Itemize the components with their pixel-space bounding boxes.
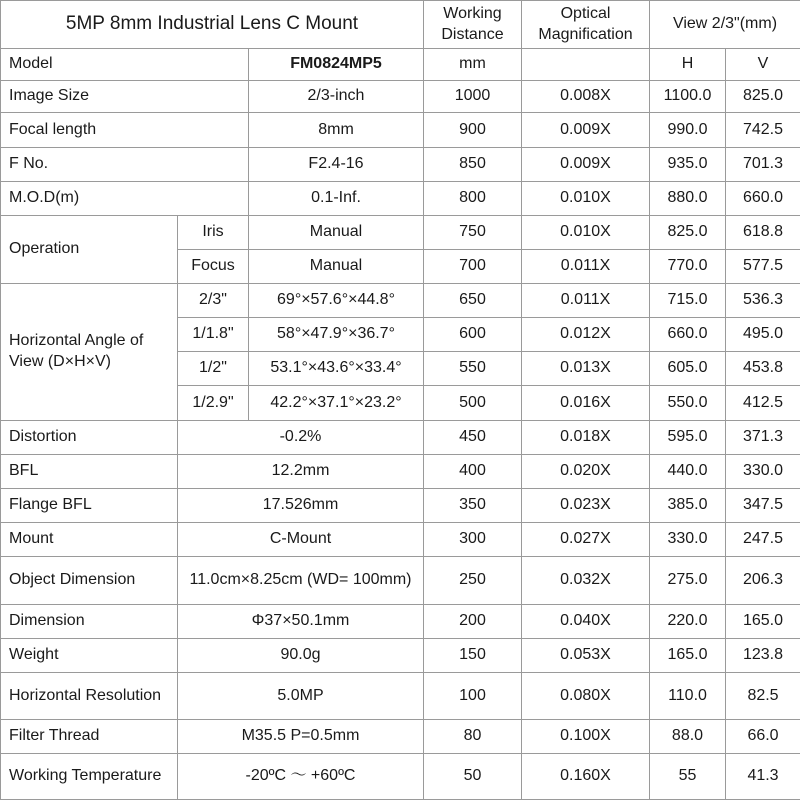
spec-label: Object Dimension bbox=[1, 557, 178, 605]
table-row bbox=[1, 81, 800, 113]
h-cell: 935.0 bbox=[650, 147, 726, 181]
h-cell: 550.0 bbox=[650, 386, 726, 420]
v-header: V bbox=[726, 49, 800, 81]
v-cell: 536.3 bbox=[726, 284, 800, 318]
v-cell: 577.5 bbox=[726, 249, 800, 283]
spec-value: 17.526mm bbox=[178, 488, 424, 522]
v-cell: 165.0 bbox=[726, 605, 800, 639]
table-row bbox=[1, 420, 800, 454]
h-cell: 88.0 bbox=[650, 719, 726, 753]
mag-cell: 0.012X bbox=[522, 318, 650, 352]
h-cell: 825.0 bbox=[650, 215, 726, 249]
wd-cell: 700 bbox=[424, 249, 522, 283]
mag-cell: 0.023X bbox=[522, 488, 650, 522]
sub-label: 1/2" bbox=[178, 352, 249, 386]
mag-cell: 0.027X bbox=[522, 522, 650, 556]
empty-cell bbox=[522, 49, 650, 81]
spec-value: Manual bbox=[249, 249, 424, 283]
wd-cell: 800 bbox=[424, 181, 522, 215]
h-cell: 165.0 bbox=[650, 639, 726, 673]
table-row bbox=[1, 215, 800, 249]
h-cell: 595.0 bbox=[650, 420, 726, 454]
table-row bbox=[1, 454, 800, 488]
wd-cell: 550 bbox=[424, 352, 522, 386]
spec-value: 58°×47.9°×36.7° bbox=[249, 318, 424, 352]
spec-value: 90.0g bbox=[178, 639, 424, 673]
v-cell: 701.3 bbox=[726, 147, 800, 181]
v-cell: 41.3 bbox=[726, 753, 800, 799]
table-row bbox=[1, 605, 800, 639]
v-cell: 82.5 bbox=[726, 673, 800, 719]
mag-cell: 0.053X bbox=[522, 639, 650, 673]
mag-cell: 0.011X bbox=[522, 249, 650, 283]
mag-cell: 0.080X bbox=[522, 673, 650, 719]
spec-value: 8mm bbox=[249, 113, 424, 147]
table-row bbox=[1, 488, 800, 522]
h-cell: 990.0 bbox=[650, 113, 726, 147]
h-cell: 440.0 bbox=[650, 454, 726, 488]
table-row bbox=[1, 147, 800, 181]
mag-cell: 0.032X bbox=[522, 557, 650, 605]
spec-value: 0.1-Inf. bbox=[249, 181, 424, 215]
h-cell: 880.0 bbox=[650, 181, 726, 215]
wd-cell: 1000 bbox=[424, 81, 522, 113]
wd-cell: 650 bbox=[424, 284, 522, 318]
v-cell: 371.3 bbox=[726, 420, 800, 454]
spec-value: F2.4-16 bbox=[249, 147, 424, 181]
mag-cell: 0.010X bbox=[522, 215, 650, 249]
spec-label: Flange BFL bbox=[1, 488, 178, 522]
h-cell: 330.0 bbox=[650, 522, 726, 556]
mag-cell: 0.100X bbox=[522, 719, 650, 753]
wd-cell: 150 bbox=[424, 639, 522, 673]
spec-label: Operation bbox=[1, 215, 178, 283]
mag-cell: 0.009X bbox=[522, 147, 650, 181]
wd-cell: 850 bbox=[424, 147, 522, 181]
table-row bbox=[1, 673, 800, 719]
v-cell: 247.5 bbox=[726, 522, 800, 556]
spec-value: Φ37×50.1mm bbox=[178, 605, 424, 639]
wd-cell: 900 bbox=[424, 113, 522, 147]
view-header: View 2/3"(mm) bbox=[650, 1, 800, 49]
table-row bbox=[1, 181, 800, 215]
wd-cell: 250 bbox=[424, 557, 522, 605]
v-cell: 660.0 bbox=[726, 181, 800, 215]
spec-label: F No. bbox=[1, 147, 249, 181]
h-cell: 605.0 bbox=[650, 352, 726, 386]
wd-cell: 200 bbox=[424, 605, 522, 639]
mag-cell: 0.040X bbox=[522, 605, 650, 639]
spec-label: Focal length bbox=[1, 113, 249, 147]
table-row bbox=[1, 113, 800, 147]
v-cell: 412.5 bbox=[726, 386, 800, 420]
spec-value: Manual bbox=[249, 215, 424, 249]
header-row bbox=[1, 1, 800, 49]
v-cell: 206.3 bbox=[726, 557, 800, 605]
sub-label: 1/2.9" bbox=[178, 386, 249, 420]
spec-value: 11.0cm×8.25cm (WD= 100mm) bbox=[178, 557, 424, 605]
spec-label: Weight bbox=[1, 639, 178, 673]
table-row bbox=[1, 284, 800, 318]
spec-value: M35.5 P=0.5mm bbox=[178, 719, 424, 753]
v-cell: 123.8 bbox=[726, 639, 800, 673]
spec-value: 2/3-inch bbox=[249, 81, 424, 113]
h-cell: 1100.0 bbox=[650, 81, 726, 113]
spec-label: Mount bbox=[1, 522, 178, 556]
mag-cell: 0.016X bbox=[522, 386, 650, 420]
v-cell: 330.0 bbox=[726, 454, 800, 488]
sub-label: Focus bbox=[178, 249, 249, 283]
model-row bbox=[1, 49, 800, 81]
wd-cell: 400 bbox=[424, 454, 522, 488]
v-cell: 66.0 bbox=[726, 719, 800, 753]
spec-label: Filter Thread bbox=[1, 719, 178, 753]
mag-cell: 0.009X bbox=[522, 113, 650, 147]
v-cell: 453.8 bbox=[726, 352, 800, 386]
mag-cell: 0.008X bbox=[522, 81, 650, 113]
v-cell: 347.5 bbox=[726, 488, 800, 522]
mag-cell: 0.011X bbox=[522, 284, 650, 318]
table-row bbox=[1, 557, 800, 605]
spec-value: 5.0MP bbox=[178, 673, 424, 719]
h-header: H bbox=[650, 49, 726, 81]
sub-label: 1/1.8" bbox=[178, 318, 249, 352]
wd-cell: 750 bbox=[424, 215, 522, 249]
spec-value: -20ºC ～ +60ºC bbox=[178, 753, 424, 799]
wd-cell: 350 bbox=[424, 488, 522, 522]
model-value: FM0824MP5 bbox=[249, 49, 424, 81]
unit-cell: mm bbox=[424, 49, 522, 81]
wd-cell: 600 bbox=[424, 318, 522, 352]
h-cell: 660.0 bbox=[650, 318, 726, 352]
spec-label: Model bbox=[1, 49, 249, 81]
wd-cell: 500 bbox=[424, 386, 522, 420]
spec-value: C-Mount bbox=[178, 522, 424, 556]
h-cell: 220.0 bbox=[650, 605, 726, 639]
mag-cell: 0.020X bbox=[522, 454, 650, 488]
wd-cell: 100 bbox=[424, 673, 522, 719]
wd-cell: 300 bbox=[424, 522, 522, 556]
spec-value: -0.2% bbox=[178, 420, 424, 454]
v-cell: 742.5 bbox=[726, 113, 800, 147]
h-cell: 275.0 bbox=[650, 557, 726, 605]
spec-label: Distortion bbox=[1, 420, 178, 454]
spec-label: Horizontal Angle of View (D×H×V) bbox=[1, 284, 178, 421]
table-row bbox=[1, 719, 800, 753]
working-distance-header: Working Distance bbox=[424, 1, 522, 49]
h-cell: 110.0 bbox=[650, 673, 726, 719]
wd-cell: 80 bbox=[424, 719, 522, 753]
wd-cell: 50 bbox=[424, 753, 522, 799]
spec-value: 53.1°×43.6°×33.4° bbox=[249, 352, 424, 386]
spec-value: 69°×57.6°×44.8° bbox=[249, 284, 424, 318]
h-cell: 715.0 bbox=[650, 284, 726, 318]
mag-cell: 0.013X bbox=[522, 352, 650, 386]
h-cell: 770.0 bbox=[650, 249, 726, 283]
mag-cell: 0.010X bbox=[522, 181, 650, 215]
h-cell: 55 bbox=[650, 753, 726, 799]
sub-label: Iris bbox=[178, 215, 249, 249]
v-cell: 495.0 bbox=[726, 318, 800, 352]
h-cell: 385.0 bbox=[650, 488, 726, 522]
spec-label: BFL bbox=[1, 454, 178, 488]
spec-label: Image Size bbox=[1, 81, 249, 113]
spec-value: 42.2°×37.1°×23.2° bbox=[249, 386, 424, 420]
spec-label: Working Temperature bbox=[1, 753, 178, 799]
mag-cell: 0.018X bbox=[522, 420, 650, 454]
v-cell: 825.0 bbox=[726, 81, 800, 113]
spec-value: 12.2mm bbox=[178, 454, 424, 488]
spec-label: Dimension bbox=[1, 605, 178, 639]
table-title: 5MP 8mm Industrial Lens C Mount bbox=[1, 1, 424, 49]
sub-label: 2/3" bbox=[178, 284, 249, 318]
optical-magnification-header: Optical Magnification bbox=[522, 1, 650, 49]
wd-cell: 450 bbox=[424, 420, 522, 454]
table-row bbox=[1, 639, 800, 673]
spec-label: Horizontal Resolution bbox=[1, 673, 178, 719]
spec-label: M.O.D(m) bbox=[1, 181, 249, 215]
table-row bbox=[1, 753, 800, 799]
table-row bbox=[1, 522, 800, 556]
mag-cell: 0.160X bbox=[522, 753, 650, 799]
v-cell: 618.8 bbox=[726, 215, 800, 249]
